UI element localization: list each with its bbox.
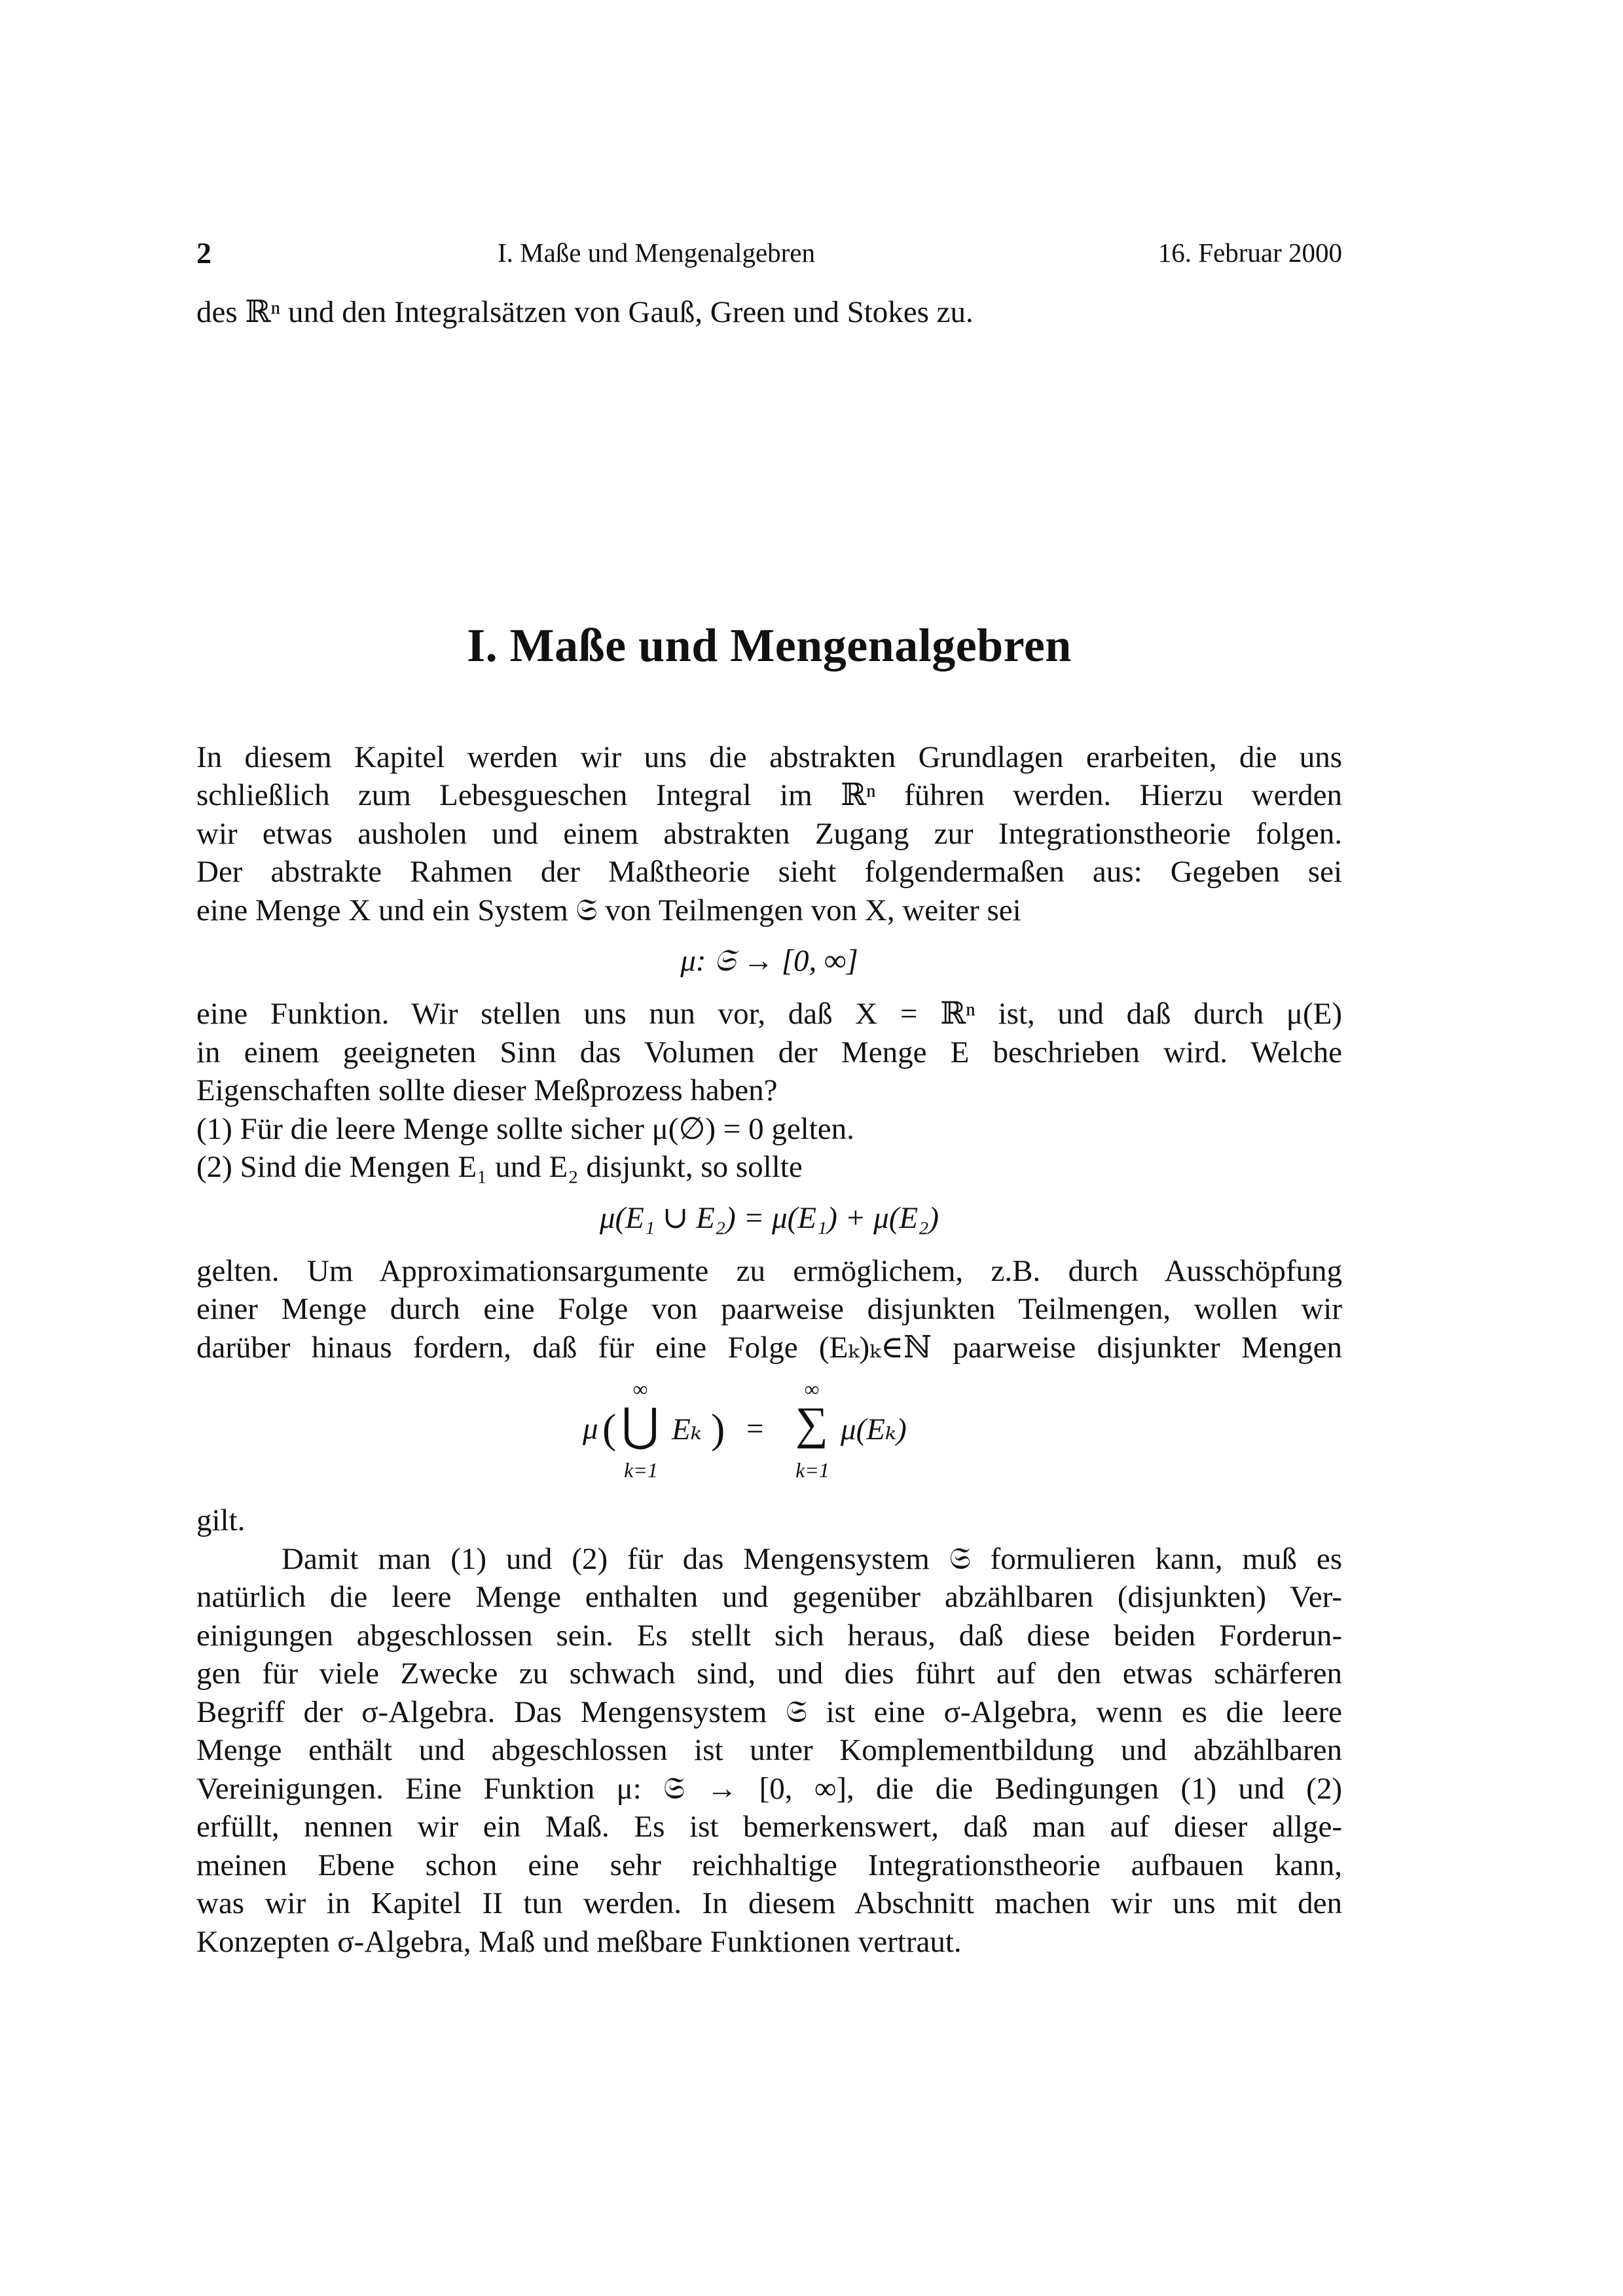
text-line: gen für viele Zwecke zu schwach sind, und dies führt auf den etwas schärferen: [196, 1657, 1342, 1691]
display-formula-2: μ(E₁ ∪ E₂) = μ(E₁) + μ(E₂): [599, 1200, 939, 1235]
running-title: I. Maße und Mengenalgebren: [498, 238, 815, 268]
text-line: natürlich die leere Menge enthalten und gegenüber abzählbaren (disjunkten) Ver-: [196, 1580, 1342, 1614]
text-line: gilt.: [196, 1503, 246, 1537]
text-line: Der abstrakte Rahmen der Maßtheorie sieht folgendermaßen aus: Gegeben sei: [196, 855, 1342, 889]
text-line: erfüllt, nennen wir ein Maß. Es ist bemerkenswert, daß man auf dieser allge-: [196, 1810, 1342, 1844]
text-line: meinen Ebene schon eine sehr reichhaltige Integrationstheorie aufbauen kann,: [196, 1848, 1342, 1882]
union-symbol: ⋃: [621, 1401, 659, 1451]
carry-over-line: des ℝⁿ und den Integralsätzen von Gauß, Green und Stokes zu.: [196, 295, 974, 329]
text-line: Konzepten σ-Algebra, Maß und meßbare Funktionen vertraut.: [196, 1924, 962, 1959]
display-formula-1: μ: 𝔖 → [0, ∞]: [680, 944, 858, 978]
sum-lower-limit: k=1: [795, 1458, 830, 1482]
text-line: wir etwas ausholen und einem abstrakten Zugang zur Integrationstheorie folgen.: [196, 816, 1342, 851]
running-head: [196, 236, 1342, 275]
header-date: 16. Februar 2000: [1158, 238, 1342, 268]
formula-open-paren: (: [602, 1405, 617, 1452]
text-line: schließlich zum Lebesgueschen Integral im ℝⁿ führen werden. Hierzu werden: [196, 778, 1342, 812]
text-line: Damit man (1) und (2) für das Mengensystem 𝔖 formulieren kann, muß es: [282, 1541, 1342, 1576]
page-number: 2: [196, 236, 211, 270]
text-line: in einem geeigneten Sinn das Volumen der Menge E beschrieben wird. Welche: [196, 1035, 1342, 1069]
paragraph-2: [196, 1540, 1342, 1962]
text-line: einigungen abgeschlossen sein. Es stellt sich heraus, daß diese beiden Forderun-: [196, 1618, 1342, 1653]
text-line: einer Menge durch eine Folge von paarweise disjunkten Teilmengen, wollen wir: [196, 1292, 1342, 1326]
formula-mu: μ: [583, 1412, 598, 1446]
intro-paragraph: [196, 738, 1342, 930]
display-formula-3: [196, 1373, 1342, 1498]
paragraph-after-formula-2: [196, 1252, 1342, 1367]
text-line: In diesem Kapitel werden wir uns die abstrakten Grundlagen erarbeiten, die uns: [196, 740, 1342, 774]
formula-equals: =: [746, 1412, 764, 1446]
text-line: Menge enthält und abgeschlossen ist unter Komplementbildung und abzählbaren: [196, 1733, 1342, 1767]
formula-sum-term: μ(Eₖ): [841, 1412, 907, 1446]
text-line: Begriff der σ-Algebra. Das Mengensystem 𝔖 ist eine σ-Algebra, wenn es die leere: [196, 1695, 1342, 1729]
formula-union-term: Eₖ: [672, 1412, 702, 1446]
union-upper-limit: ∞: [632, 1377, 648, 1401]
text-line: gelten. Um Approximationsargumente zu ermöglichem, z.B. durch Ausschöpfung: [196, 1253, 1342, 1288]
text-line: eine Menge X und ein System 𝔖 von Teilmengen von X, weiter sei: [196, 893, 1021, 927]
text-line: darüber hinaus fordern, daß für eine Folge (Eₖ)ₖ∈ℕ paarweise disjunkter Mengen: [196, 1330, 1342, 1365]
sum-upper-limit: ∞: [804, 1377, 820, 1401]
page: [196, 236, 1342, 1961]
chapter-title: I. Maße und Mengenalgebren: [467, 619, 1072, 672]
text-line: Vereinigungen. Eine Funktion μ: 𝔖 → [0, ∞], die die Bedingungen (1) und (2): [196, 1771, 1342, 1806]
paragraph-after-formula-1: [196, 995, 1342, 1187]
text-line: Eigenschaften sollte dieser Meßprozess haben?: [196, 1073, 778, 1107]
union-lower-limit: k=1: [624, 1458, 658, 1482]
formula-close-paren: ): [711, 1405, 725, 1452]
sum-symbol: ∑: [795, 1399, 828, 1449]
text-line: eine Funktion. Wir stellen uns nun vor, daß X = ℝⁿ ist, und daß durch μ(E): [196, 997, 1342, 1031]
text-line: (1) Für die leere Menge sollte sicher μ(∅) = 0 gelten.: [196, 1111, 854, 1146]
text-line: (2) Sind die Mengen E₁ und E₂ disjunkt, so sollte: [196, 1150, 803, 1184]
text-line: was wir in Kapitel II tun werden. In diesem Abschnitt machen wir uns mit den: [196, 1886, 1342, 1920]
